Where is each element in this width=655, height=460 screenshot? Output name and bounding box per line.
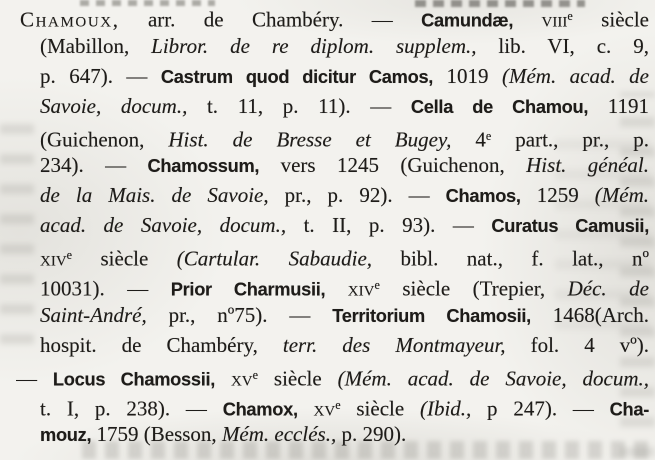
text-segment-sc: xiv — [347, 276, 375, 301]
text-segment-i: terr. des Montmayeur, — [282, 332, 506, 357]
text-segment-r: 1191 — [588, 93, 649, 118]
text-segment-g: Cha- — [609, 398, 649, 420]
text-segment-g: Territorium Chamosii, — [332, 304, 531, 326]
text-segment-sc: xv — [230, 366, 253, 391]
text-segment-r: — — [16, 366, 53, 391]
text-segment-r: t. I, p. 238). — — [40, 396, 223, 421]
text-segment-r: pr., nº75). — — [146, 302, 333, 327]
text-segment-r — [298, 396, 314, 420]
text-segment-r: pr., p. 92). — — [268, 183, 446, 208]
text-segment-g: Chamos, — [445, 185, 521, 207]
text-segment-sc: xv — [313, 396, 336, 421]
text-line — [40, 391, 649, 421]
text-segment-r: p. 647). — — [40, 63, 161, 88]
text-segment-i: Libror. de re diplom. supplem., — [151, 33, 477, 58]
text-segment-r: siècle (Trepier, — [379, 276, 568, 301]
text-segment-r — [513, 8, 541, 32]
text-segment-sup: e — [567, 9, 573, 23]
text-line — [40, 301, 649, 331]
text-line — [40, 122, 649, 152]
text-line — [20, 2, 649, 32]
text-segment-sup: e — [66, 248, 73, 263]
text-segment-r: t. II, p. 93). — — [286, 213, 492, 238]
text-segment-hw: Chamoux, — [20, 7, 120, 32]
text-segment-r: 10031). — — [40, 276, 171, 301]
text-line — [40, 420, 649, 450]
text-segment-g: Prior Charmusii, — [170, 278, 326, 300]
text-line — [40, 92, 649, 122]
text-segment-i: de la Mais. de Savoie, — [40, 183, 269, 208]
text-line — [16, 361, 649, 391]
text-segment-i: Saint-André, — [40, 302, 147, 327]
text-segment-r: t. 11, p. 11). — — [187, 93, 411, 118]
text-line — [40, 62, 649, 92]
text-segment-r: p. 290). — [336, 422, 407, 447]
text-segment-g: Chamossum, — [147, 155, 260, 177]
text-line — [40, 151, 649, 181]
text-segment-g: Cella de Chamou, — [410, 95, 589, 117]
text-segment-r: siècle — [258, 366, 338, 391]
text-line — [40, 32, 649, 62]
text-segment-r: siècle — [572, 7, 649, 32]
text-segment-sup: e — [374, 278, 380, 293]
text-segment-g: mouz, — [40, 424, 92, 446]
text-segment-g: Curatus Camusii, — [491, 215, 649, 237]
text-segment-g: Castrum quod dicitur Camos, — [160, 65, 434, 87]
text-line — [40, 271, 649, 301]
text-segment-r: 1468(Arch. — [530, 302, 649, 327]
text-segment-r — [325, 277, 348, 301]
text-segment-r: part., pr., p. — [491, 127, 649, 152]
text-segment-i: (Cartular. Sabaudie, — [176, 246, 373, 271]
dictionary-entry — [0, 2, 649, 450]
text-segment-r: siècle — [72, 246, 177, 271]
text-segment-r: hospit. de Chambéry, — [40, 332, 283, 357]
text-segment-g: Chamox, — [222, 398, 298, 420]
text-segment-i: Hist. généal. — [526, 153, 649, 178]
text-segment-r: p 247). — — [471, 396, 610, 421]
text-line — [40, 181, 649, 211]
text-segment-i: (Mém. — [594, 183, 649, 208]
text-segment-i: acad. de Savoie, docum., — [40, 213, 287, 238]
text-segment-r: siècle — [340, 396, 420, 421]
text-segment-r: bibl. nat., f. lat., nº — [372, 246, 649, 271]
text-segment-r: (Mabillon, — [40, 33, 152, 58]
text-line — [40, 211, 649, 241]
text-segment-sup: e — [252, 367, 259, 382]
text-line — [40, 241, 649, 271]
text-segment-r: lib. VI, c. 9, — [476, 33, 649, 58]
text-segment-i: (Mém. acad. de Savoie, docum., — [337, 366, 649, 391]
text-segment-i: (Ibid., — [419, 396, 472, 421]
text-segment-r: 1259 — [520, 183, 595, 208]
text-segment-r: 1019 — [433, 63, 502, 88]
text-segment-g: Locus Chamossii, — [52, 368, 216, 390]
text-segment-i: Hist. de Bresse et Bugey, — [168, 127, 452, 152]
text-segment-r — [215, 366, 231, 390]
text-segment-sup: e — [335, 397, 341, 412]
text-segment-r: 234). — — [40, 153, 148, 178]
text-segment-r: arr. de Chambéry. — — [119, 7, 422, 32]
text-segment-g: Camundæ, — [421, 9, 514, 31]
text-segment-i: (Mém. acad. de — [502, 63, 649, 88]
text-segment-i: Mém. ecclés., — [221, 422, 337, 447]
text-segment-r: fol. 4 vº). — [505, 332, 649, 357]
text-segment-sup: e — [485, 128, 492, 143]
text-line — [40, 331, 649, 361]
text-segment-r: vers 1245 (Guichenon, — [259, 153, 527, 178]
text-segment-sc: xiv — [40, 246, 67, 271]
text-segment-r: (Guichenon, — [40, 127, 169, 152]
text-segment-r: 4 — [451, 127, 486, 152]
text-segment-sc: viii — [541, 7, 568, 32]
text-segment-i: Savoie, docum., — [40, 93, 188, 118]
text-segment-r: 1759 (Besson, — [91, 422, 222, 447]
text-segment-i: Déc. de — [567, 276, 649, 301]
